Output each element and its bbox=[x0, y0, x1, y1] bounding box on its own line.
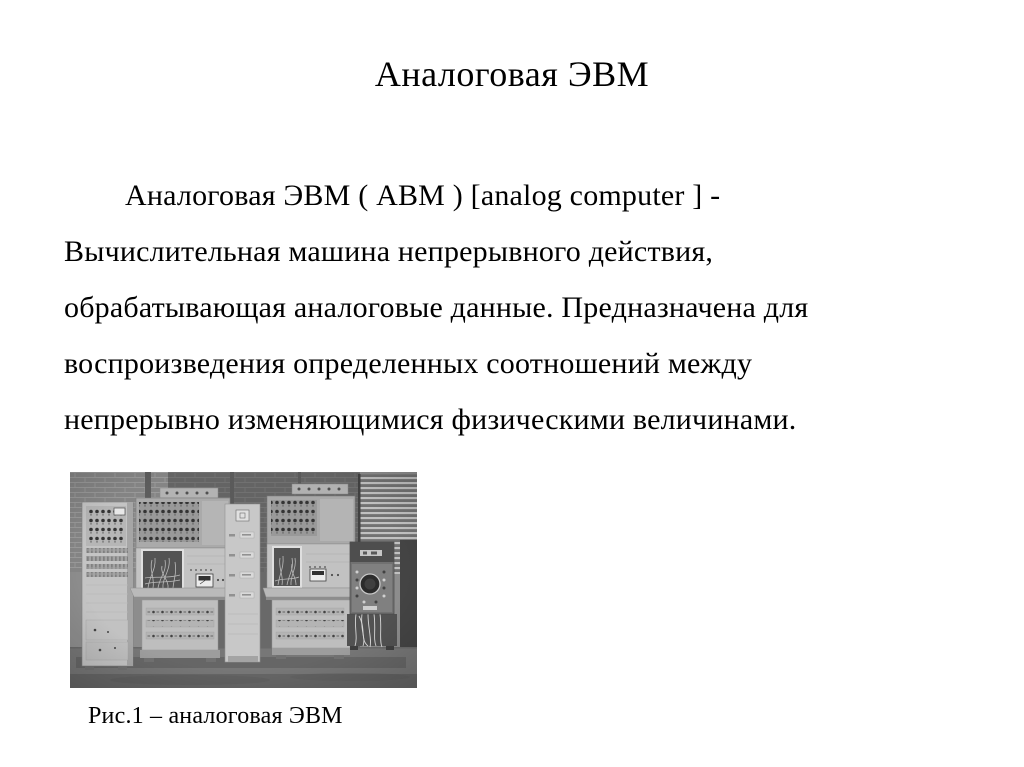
body-paragraph bbox=[64, 168, 964, 448]
figure-analog-computer bbox=[70, 472, 417, 688]
figure-caption: Рис.1 – аналоговая ЭВМ bbox=[88, 703, 343, 729]
paragraph-line: обрабатывающая аналоговые данные. Предназначена для bbox=[64, 291, 809, 324]
slide-title: Аналоговая ЭВМ bbox=[374, 54, 650, 94]
photo-analog-computer bbox=[70, 472, 417, 688]
photo-vignette bbox=[70, 472, 417, 688]
paragraph-line: воспроизведения определенных соотношений между bbox=[64, 347, 753, 380]
paragraph-line: непрерывно изменяющимися физическими величинами. bbox=[64, 403, 797, 436]
paragraph-line: Вычислительная машина непрерывного действия, bbox=[64, 235, 714, 268]
paragraph-line: Аналоговая ЭВМ ( АВМ ) [analog computer ] - bbox=[125, 179, 721, 212]
